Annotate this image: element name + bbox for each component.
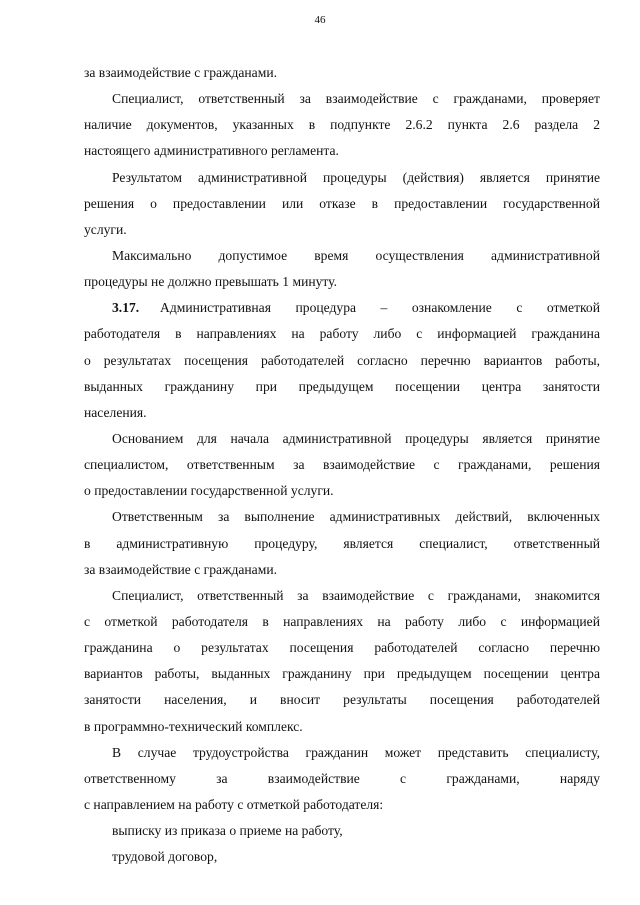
text-line: В случае трудоустройства гражданин может представить специалисту, xyxy=(112,745,600,760)
text-line: решения о предоставлении или отказе в предоставлении государственной xyxy=(84,196,600,211)
section-number-label: 3.17. xyxy=(112,300,140,315)
text-line: Административная процедура – ознакомление с отметкой xyxy=(160,300,600,315)
text-line: о предоставлении государственной услуги. xyxy=(84,483,334,498)
text-line: с направлением на работу с отметкой работодателя: xyxy=(84,797,384,812)
text-line: гражданина о результатах посещения работодателей согласно перечню xyxy=(84,640,600,655)
text-line: вариантов работы, выданных гражданину при предыдущем посещении центра xyxy=(84,666,600,681)
text-line: занятости населения, и вносит результаты посещения работодателей xyxy=(84,692,600,707)
text-line: ответственному за взаимодействие с гражданами, наряду xyxy=(84,771,600,786)
section-number xyxy=(112,301,139,315)
text-line: в административную процедуру, является специалист, ответственный xyxy=(84,536,600,551)
text-line: настоящего административного регламента. xyxy=(84,143,339,158)
text-line: Специалист, ответственный за взаимодействие с гражданами, знакомится xyxy=(112,588,600,603)
text-line: населения. xyxy=(84,405,147,420)
text-line: в программно-технический комплекс. xyxy=(84,719,303,734)
text-line: выписку из приказа о приеме на работу, xyxy=(112,823,343,838)
text-line: за взаимодействие с гражданами. xyxy=(84,562,277,577)
text-line: Основанием для начала административной процедуры является принятие xyxy=(112,431,600,446)
text-line: за взаимодействие с гражданами. xyxy=(84,65,277,80)
text-line: о результатах посещения работодателей согласно перечню вариантов работы, xyxy=(84,353,600,368)
text-line: Максимально допустимое время осуществления административной xyxy=(112,248,600,263)
text-line: наличие документов, указанных в подпункте 2.6.2 пункта 2.6 раздела 2 xyxy=(84,117,600,132)
text-line: Результатом административной процедуры (действия) является принятие xyxy=(112,170,600,185)
text-line: Специалист, ответственный за взаимодействие с гражданами, проверяет xyxy=(112,91,600,106)
text-line: специалистом, ответственным за взаимодействие с гражданами, решения xyxy=(84,457,600,472)
text-line: выданных гражданину при предыдущем посещении центра занятости xyxy=(84,379,600,394)
text-line: услуги. xyxy=(84,222,127,237)
text-line: процедуры не должно превышать 1 минуту. xyxy=(84,274,338,289)
text-line: трудовой договор, xyxy=(112,849,218,864)
text-line: работодателя в направлениях на работу либо с информацией гражданина xyxy=(84,326,600,341)
page-number: 46 xyxy=(314,14,326,26)
text-line: с отметкой работодателя в направлениях на работу либо с информацией xyxy=(84,614,600,629)
text-line: Ответственным за выполнение административных действий, включенных xyxy=(112,509,600,524)
